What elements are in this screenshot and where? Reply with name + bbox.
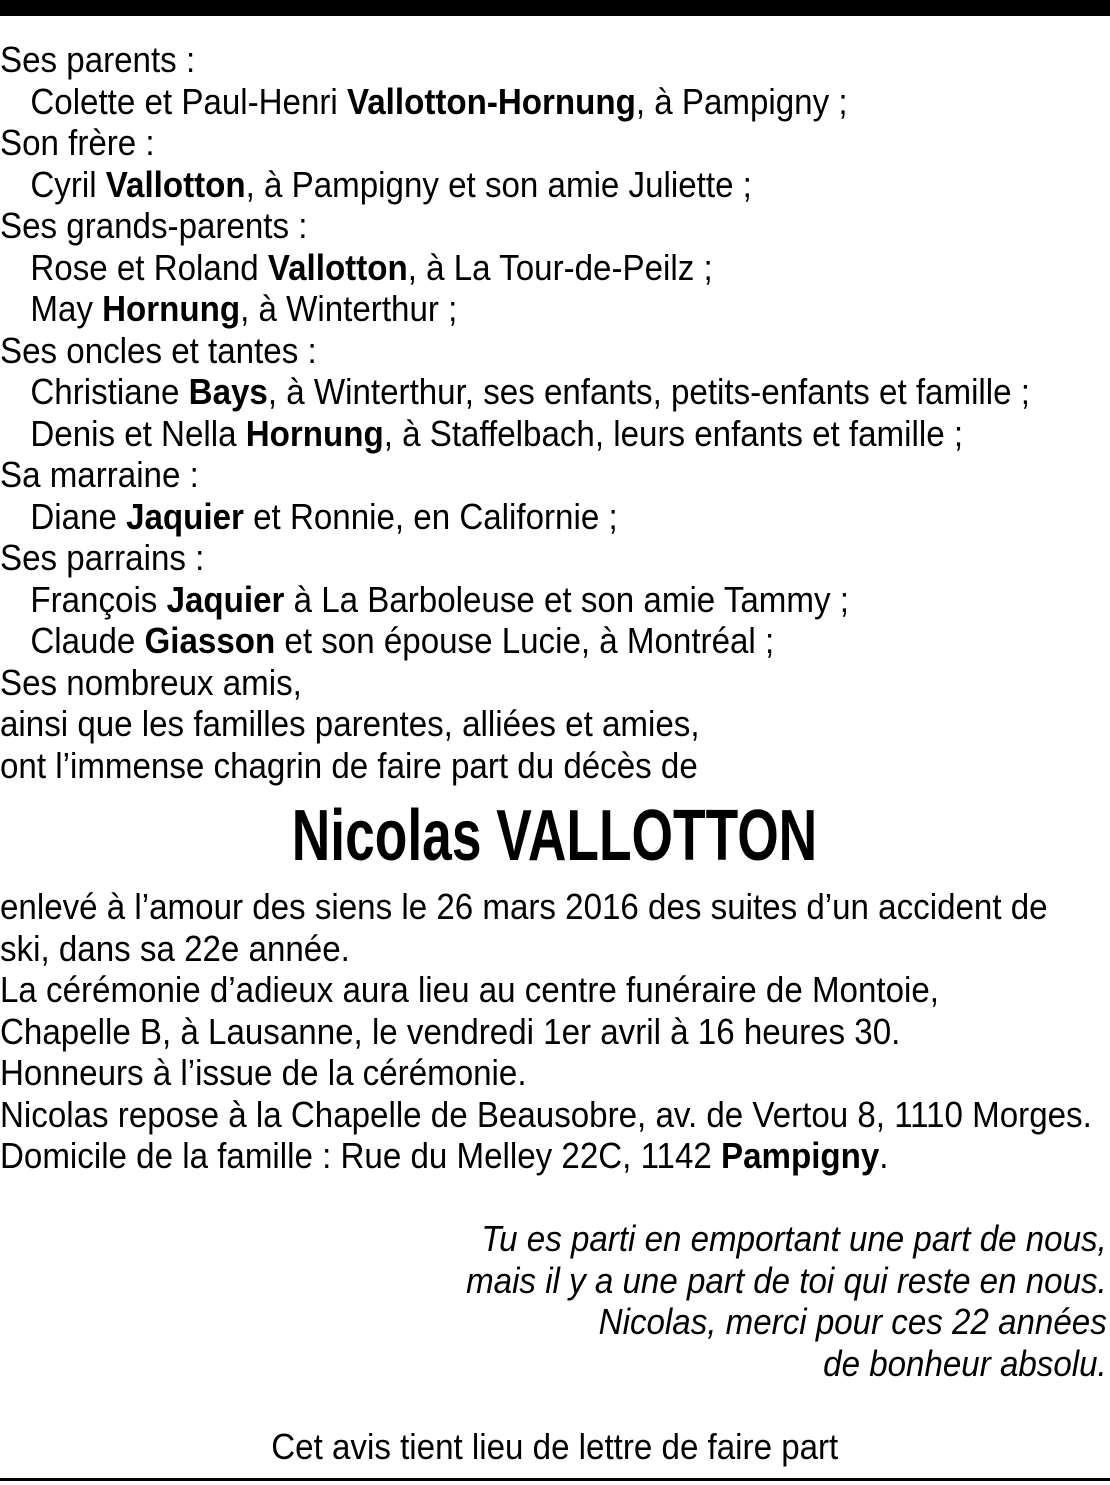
domicile-place: Pampigny: [721, 1135, 880, 1176]
relative-surname: Jaquier: [126, 495, 244, 537]
relation-heading-godmother: Sa marraine :: [0, 454, 199, 495]
relatives-section: [0, 39, 1110, 662]
relative-entry: [0, 288, 1110, 330]
relative-given-names: Diane: [30, 495, 127, 537]
domicile-address: Domicile de la famille : Rue du Melley 22C, 1142: [0, 1135, 722, 1176]
verse-line: de bonheur absolu.: [823, 1342, 1107, 1384]
relative-given-names: May: [30, 288, 103, 329]
relative-entry: [0, 496, 1110, 538]
funeral-details: [0, 886, 1110, 1177]
footer-note: Cet avis tient lieu de lettre de faire part: [271, 1425, 839, 1467]
relative-surname: Vallotton: [105, 163, 246, 205]
relative-details: , à Pampigny ;: [635, 80, 848, 122]
deceased-name-text: Nicolas VALLOTTON: [292, 796, 818, 876]
relative-entry: [0, 413, 1110, 455]
relative-surname: Vallotton-Hornung: [346, 80, 636, 122]
relative-given-names: Colette et Paul-Henri: [30, 80, 347, 122]
details-line: Honneurs à l’issue de la cérémonie.: [0, 1052, 527, 1093]
relative-surname: Jaquier: [166, 578, 285, 620]
relative-given-names: Cyril: [30, 163, 106, 205]
relation-heading-parents: Ses parents :: [0, 39, 196, 80]
domicile-end: .: [879, 1135, 889, 1176]
relative-details: et Ronnie, en Californie ;: [243, 495, 618, 537]
relation-heading-uncles-aunts: Ses oncles et tantes :: [0, 329, 317, 371]
relative-given-names: Denis et Nella: [30, 412, 246, 454]
relative-surname: Hornung: [245, 412, 384, 454]
relation-heading-grandparents: Ses grands-parents :: [0, 205, 308, 246]
details-line: Nicolas repose à la Chapelle de Beausobre, av. de Vertou 8, 1110 Morges.: [0, 1093, 1092, 1135]
notice-body: [0, 39, 1110, 1467]
verse-line: mais il y a une part de toi qui reste en nous.: [466, 1259, 1107, 1301]
relative-details: et son épouse Lucie, à Montréal ;: [275, 620, 775, 661]
relative-given-names: Christiane: [30, 371, 189, 412]
verse-line: Tu es parti en emportant une part de nous,: [481, 1218, 1107, 1259]
announcement-line: ainsi que les familles parentes, alliées et amies,: [0, 703, 700, 744]
memorial-verse: [0, 1218, 1110, 1384]
top-rule: [0, 0, 1110, 16]
spacer: [0, 1384, 1110, 1426]
family-domicile: [0, 1135, 1110, 1177]
announcement-line: ont l’immense chagrin de faire part du décès de: [0, 744, 698, 786]
details-line: La cérémonie d’adieux aura lieu au centre funéraire de Montoie,: [0, 969, 939, 1010]
relative-surname: Vallotton: [267, 246, 408, 288]
details-line: enlevé à l’amour des siens le 26 mars 2016 des suites d’un accident de: [0, 886, 1048, 927]
details-line: Chapelle B, à Lausanne, le vendredi 1er avril à 16 heures 30.: [0, 1010, 901, 1052]
relative-entry: [0, 164, 1110, 206]
relative-entry: [0, 579, 1110, 621]
relative-entry: [0, 247, 1110, 289]
relative-details: , à Pampigny et son amie Juliette ;: [245, 163, 752, 205]
relative-surname: Hornung: [102, 288, 241, 329]
verse-line: Nicolas, merci pour ces 22 années: [598, 1301, 1107, 1342]
announcement: [0, 662, 1110, 787]
relative-details: , à Staffelbach, leurs enfants et famille ;: [383, 412, 964, 454]
deceased-name: [0, 786, 1110, 886]
relative-entry: [0, 371, 1110, 413]
relative-details: , à La Tour-de-Peilz ;: [407, 246, 713, 288]
spacer: [0, 1177, 1110, 1219]
relative-details: à La Barboleuse et son amie Tammy ;: [284, 578, 849, 620]
relative-surname: Giasson: [144, 620, 276, 661]
relative-details: , à Winterthur, ses enfants, petits-enfants et famille ;: [267, 371, 1030, 412]
relative-details: , à Winterthur ;: [240, 288, 458, 329]
relative-entry: [0, 81, 1110, 123]
relative-entry: [0, 620, 1110, 662]
announcement-line: Ses nombreux amis,: [0, 661, 302, 703]
relative-given-names: Claude: [30, 620, 145, 661]
relative-given-names: François: [30, 578, 167, 620]
relative-surname: Bays: [188, 371, 268, 412]
relation-heading-godfathers: Ses parrains :: [0, 537, 205, 578]
relation-heading-brother: Son frère :: [0, 122, 155, 163]
details-line: ski, dans sa 22e année.: [0, 927, 350, 969]
relative-given-names: Rose et Roland: [30, 246, 268, 288]
bottom-rule: [0, 1478, 1110, 1481]
